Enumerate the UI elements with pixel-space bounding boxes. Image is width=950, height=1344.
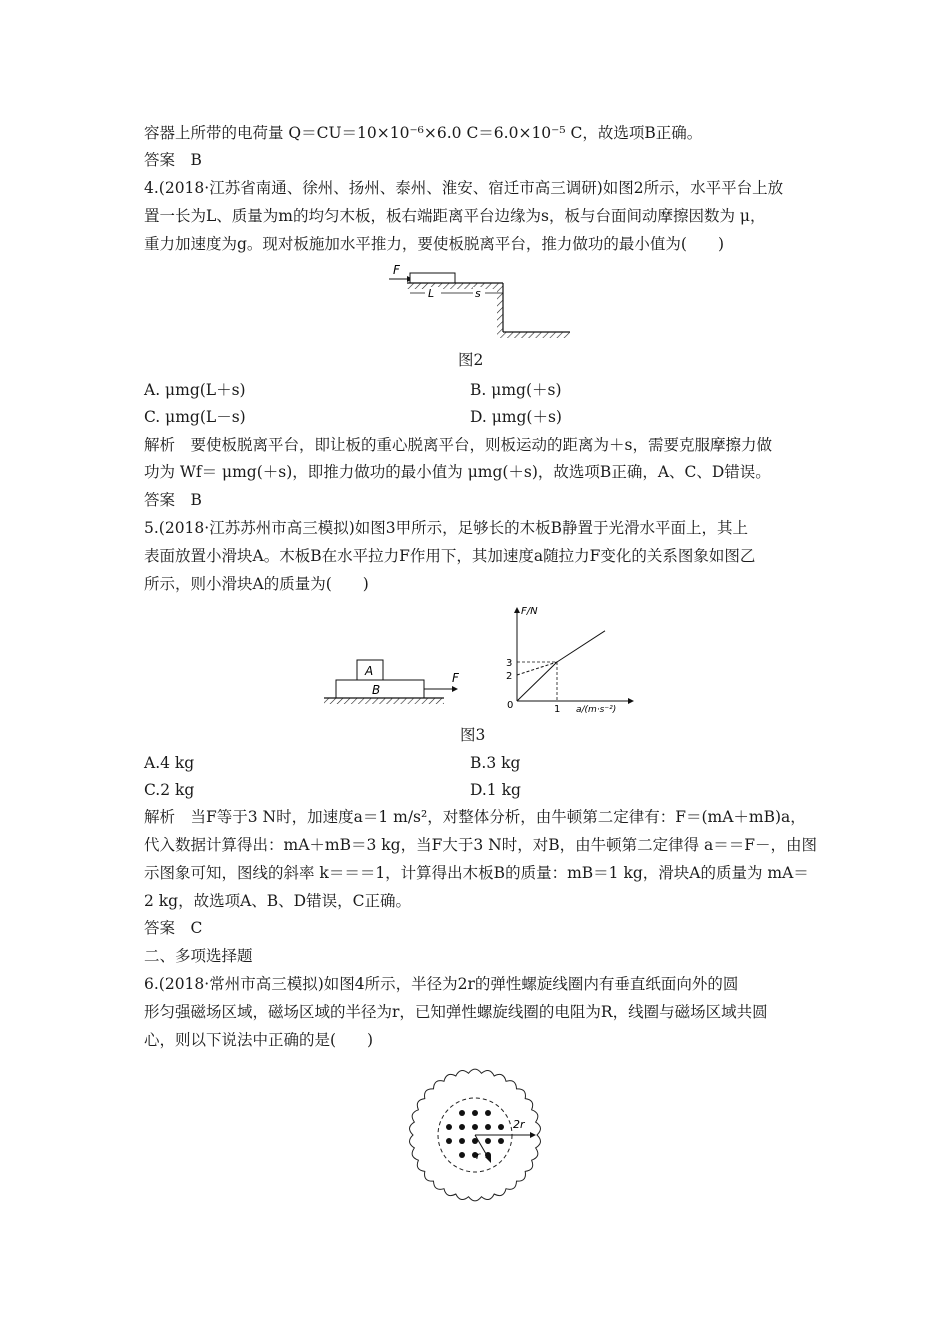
q5-option-d: D.1 kg: [470, 781, 521, 799]
q6-line-2: 形匀强磁场区域，磁场区域的半径为r，已知弹性螺旋线圈的电阻为R，线圈与磁场区域共圆: [144, 1003, 768, 1021]
figure-2: [385, 262, 575, 344]
figure-3-graph: [500, 605, 640, 715]
series-shallow: [557, 631, 605, 662]
origin-label: 0: [507, 700, 514, 711]
q4-line-3: 重力加速度为g。现对板施加水平推力，要使板脱离平台，推力做功的最小值为( ): [144, 235, 725, 253]
fig4-field-dot: [485, 1124, 491, 1130]
q4-option-b: B. μmg(＋s): [470, 381, 562, 399]
fig4-field-dot: [498, 1124, 504, 1130]
q4-analysis-1: 解析 要使板脱离平台，即让板的重心脱离平台，则板运动的距离为＋s，需要克服摩擦力做: [144, 436, 772, 454]
y-axis-label: F/N: [521, 606, 538, 617]
q5-line-2: 表面放置小滑块A。木板B在水平拉力F作用下，其加速度a随拉力F变化的关系图象如图乙: [144, 547, 756, 565]
figure-4: [404, 1065, 546, 1205]
y-axis-arrowhead: [514, 607, 520, 613]
fig4-field-dot: [446, 1124, 452, 1130]
fig3-block-b-label: B: [372, 683, 381, 697]
q5-analysis-2: 代入数据计算得出：mA＋mB＝3 kg，当F大于3 N时，对B，由牛顿第二定律得 a＝＝F－，由图: [144, 836, 818, 854]
q4-option-c: C. μmg(L－s): [144, 408, 246, 426]
answer-q3: 答案 B: [144, 151, 202, 169]
q4-line-1: 4.(2018·江苏省南通、徐州、扬州、泰州、淮安、宿迁市高三调研)如图2所示，水平平台上放: [144, 179, 784, 197]
fig4-field-dot: [485, 1138, 491, 1144]
fig2-force-label: F: [393, 263, 400, 277]
fig4-outer-radius-label: 2r: [513, 1118, 525, 1131]
q5-line-3: 所示，则小滑块A的质量为( ): [144, 575, 369, 593]
series-steep: [517, 662, 557, 701]
x-tick-label: 1: [554, 704, 561, 715]
fig3-force-arrowhead: [452, 686, 458, 692]
fig3-ground-hatch: [324, 698, 444, 704]
fig3-force-label: F: [452, 671, 459, 685]
fig4-field-dot: [459, 1110, 465, 1116]
q4-option-a: A. μmg(L＋s): [144, 381, 246, 399]
text-line-1: 容器上所带的电荷量 Q＝CU＝10×10⁻⁶×6.0 C＝6.0×10⁻⁵ C，故选项B正确。: [144, 124, 703, 142]
fig2-caption: 图2: [458, 351, 484, 369]
fig4-field-dot: [498, 1138, 504, 1144]
q5-line-1: 5.(2018·江苏苏州市高三模拟)如图3甲所示，足够长的木板B静置于光滑水平面上，其上: [144, 519, 749, 537]
fig4-field-dot: [472, 1124, 478, 1130]
fig4-outer-radius-arrowhead: [530, 1132, 536, 1138]
fig2-wall-hatch: [497, 289, 503, 332]
figure-3-blocks: [322, 655, 472, 711]
q5-analysis-1: 解析 当F等于3 N时，加速度a＝1 m/s²，对整体分析，由牛顿第二定律有：F＝(mA＋mB)a，: [144, 808, 806, 826]
q4-line-2: 置一长为L、质量为m的均匀木板，板右端距离平台边缘为s，板与台面间动摩擦因数为 μ，: [144, 207, 766, 225]
q4-option-d: D. μmg(＋s): [470, 408, 562, 426]
fig2-platform-hatch: [407, 283, 503, 289]
fig4-field-dots: [446, 1110, 504, 1158]
y-tick-label: 3: [506, 658, 513, 669]
y-tick-label: 2: [506, 671, 513, 682]
fig2-board: [410, 273, 455, 283]
fig4-field-dot: [472, 1110, 478, 1116]
q4-analysis-2: 功为 Wf＝ μmg(＋s)，即推力做功的最小值为 μmg(＋s)，故选项B正确，A、C、D错误。: [144, 463, 771, 481]
fig4-field-dot: [446, 1138, 452, 1144]
answer-q5: 答案 C: [144, 919, 203, 937]
q6-line-1: 6.(2018·常州市高三模拟)如图4所示，半径为2r的弹性螺旋线圈内有垂直纸面向外的圆: [144, 975, 739, 993]
fig3-block-a-label: A: [365, 664, 374, 678]
q5-analysis-4: 2 kg，故选项A、B、D错误，C正确。: [144, 892, 411, 910]
fig3-caption: 图3: [460, 726, 486, 744]
fig4-field-dot: [459, 1124, 465, 1130]
q5-option-a: A.4 kg: [144, 754, 195, 772]
fig4-field-dot: [459, 1138, 465, 1144]
answer-q4: 答案 B: [144, 491, 202, 509]
x-axis-label: a/(m·s⁻²): [576, 705, 617, 715]
q5-option-b: B.3 kg: [470, 754, 521, 772]
fig4-inner-radius-label: r: [476, 1151, 481, 1162]
fig2-gap-label: s: [475, 287, 481, 300]
q5-option-c: C.2 kg: [144, 781, 195, 799]
q5-analysis-3: 示图象可知，图线的斜率 k＝＝＝1，计算得出木板B的质量：mB＝1 kg，滑块A的质量为 mA＝: [144, 864, 809, 882]
fig2-ground-hatch: [497, 332, 570, 338]
fig2-length-label: L: [428, 287, 435, 300]
q6-line-3: 心，则以下说法中正确的是( ): [144, 1031, 374, 1049]
x-axis-arrowhead: [628, 698, 634, 704]
section-heading-multiple-choice: 二、多项选择题: [144, 947, 253, 965]
fig4-field-dot: [485, 1110, 491, 1116]
fig4-field-dot: [459, 1152, 465, 1158]
